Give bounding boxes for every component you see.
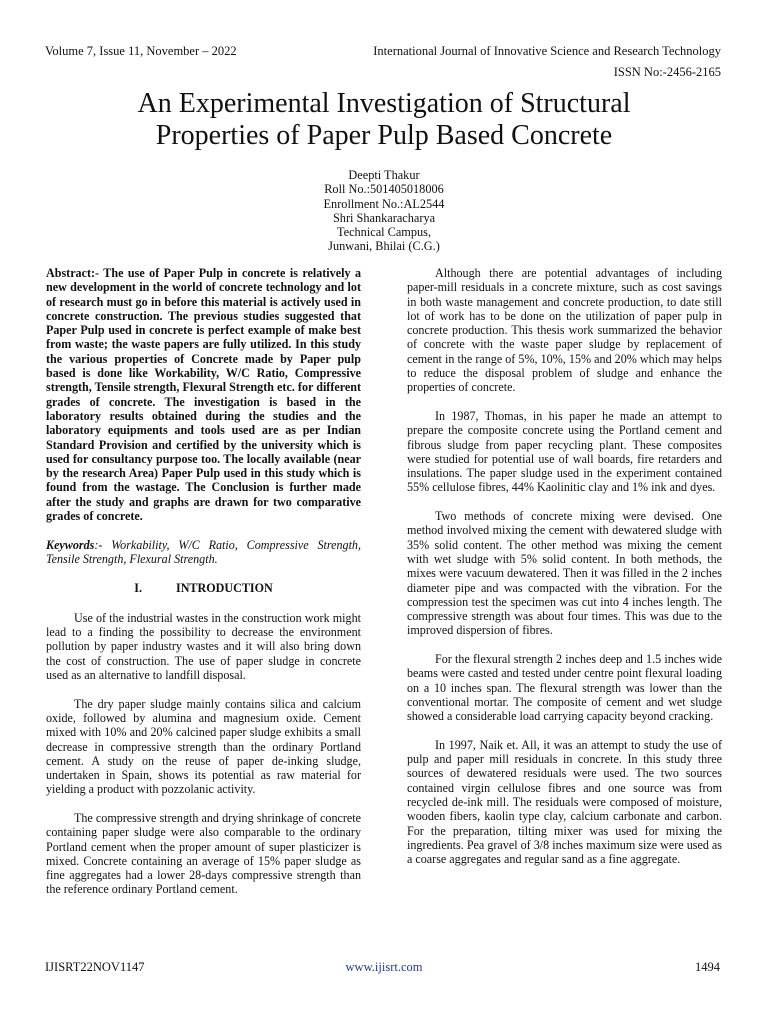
- keywords-label: Keywords: [46, 537, 95, 552]
- paragraph: In 1987, Thomas, in his paper he made an attempt to prepare the composite concrete using the Portland cement and fibrous sludge from paper recycling plant. These composites were studied for potential use of wall boards, fire retarders and insulations. The paper sludge used in the experiment contained 55% cellulose fibres, 44% Kaolinitic clay and 1% ink and dyes.: [407, 408, 722, 495]
- keywords-text: :- Workability, W/C Ratio, Compressive Strength, Tensile Strength, Flexural Strength.: [46, 537, 361, 566]
- article-code: IJISRT22NOV1147: [45, 960, 145, 974]
- paragraph: For the flexural strength 2 inches deep and 1.5 inches wide beams were casted and tested under centre point flexural loading on a 10 inches span. The flexural strength was lower than the conventional mortar. The composite of cement and wet sludge showed a considerable load carrying capacity beyond cracking.: [407, 652, 722, 724]
- issn-number: ISSN No:-2456-2165: [613, 65, 721, 79]
- author-roll: Roll No.:501405018006: [324, 182, 444, 197]
- author-affiliation-1: Shri Shankaracharya: [332, 210, 436, 225]
- page-number: 1494: [695, 960, 720, 974]
- paper-title: [40, 88, 728, 152]
- section-title: INTRODUCTION: [175, 580, 273, 595]
- paragraph: In 1997, Naik et. All, it was an attempt to study the use of pulp and paper mill residuals in concrete. In this study three sources of dewatered residuals were used. The two sources contained virgin cellulose fibres and one source was from recycled de-ink mill. The residuals were composed of moisture, wooden fibers, kaolin type clay, calcium carbonate and carbon. For the preparation, tilting mixer was used for mixing the ingredients. Pea gravel of 3/8 inches maximum size were used as a coarse aggregates and regular sand as a fine aggregate.: [407, 737, 722, 867]
- journal-name: International Journal of Innovative Science and Research Technology: [373, 44, 721, 58]
- abstract: Abstract:- The use of Paper Pulp in concrete is relatively a new development in the world of concrete technology and lot of research must go in before this material is actively used in concrete construction. The previous studies suggested that Paper Pulp used in concrete is perfect example of make best from waste; the waste papers are fully utilized. In this study the various properties of Concrete made by Paper pulp based is done like Workability, W/C Ratio, Compressive strength, Tensile strength, Flexural Strength etc. for different grades of concrete. The investigation is based in the laboratory results obtained during the studies and the laboratory equipments and tools used are as per Indian Standard Provision and certified by the university which is used for consultancy purpose too. The locally available (near by the research Area) Paper Pulp used in this study which is found from the wastage. The Conclusion is further made after the study and graphs are drawn for two comparative grades of concrete.: [46, 266, 361, 524]
- paragraph: The dry paper sludge mainly contains silica and calcium oxide, followed by alumina and magnesium oxide. Cement mixed with 10% and 20% calcined paper sludge exhibits a small decrease in compressive strength than the ordinary Portland cement. A study on the reuse of paper de-inking sludge, undertaken in Spain, shows its potential as raw material for yielding a product with pozzolanic activity.: [46, 696, 361, 797]
- title-line-1: An Experimental Investigation of Structural: [137, 88, 631, 119]
- author-block: [230, 168, 538, 254]
- paragraph: Although there are potential advantages of including paper-mill residuals in a concrete mixture, such as cost savings in both waste management and concrete production, to date still lot of work has to be done on the utilization of paper pulp in concrete production. This thesis work summarized the behavior of concrete with the waste paper sludge by replacement of cement in the range of 5%, 10%, 15% and 20% which may helps to reduce the disposal problem of sludge and enhance the properties of concrete.: [407, 266, 722, 395]
- author-affiliation-2: Technical Campus,: [336, 225, 432, 240]
- author-affiliation-3: Junwani, Bhilai (C.G.): [328, 239, 440, 254]
- author-name: Deepti Thakur: [348, 168, 420, 182]
- volume-issue: Volume 7, Issue 11, November – 2022: [45, 44, 237, 58]
- paragraph: The compressive strength and drying shrinkage of concrete containing paper sludge were also comparable to the ordinary Portland cement when the proper amount of super plasticizer is mixed. Concrete containing an average of 15% paper sludge as fine aggregates had a lower 28-days compressive strength than the reference ordinary Portland cement.: [46, 810, 361, 897]
- keywords: [46, 538, 361, 567]
- title-line-2: Properties of Paper Pulp Based Concrete: [155, 120, 613, 151]
- left-column: [46, 266, 361, 911]
- paragraph: Use of the industrial wastes in the construction work might lead to a finding the possibility to decrease the environment pollution by paper industry wastes and it will also bring down the cost of construction. The use of paper sludge in concrete used as an alternative to landfill disposal.: [46, 610, 361, 683]
- section-heading: [46, 581, 361, 595]
- author-enrollment: Enrollment No.:AL2544: [323, 196, 445, 211]
- right-column: [407, 266, 722, 881]
- section-number: I.: [134, 580, 142, 595]
- paragraph: Two methods of concrete mixing were devised. One method involved mixing the cement with dewatered sludge with 35% solid content. The other method was mixing the cement with wet sludge with 5% solid content. In both methods, the mixes were vacuum dewatered. Then it was filled in the 2 inches diameter pipe and was compacted with the vibration. For the compression test the specimen was cut into 4 inches length. The compressive strength was about four times. This was due to the improved dispersion of fibres.: [407, 509, 722, 638]
- journal-url-link[interactable]: www.ijisrt.com: [345, 960, 423, 974]
